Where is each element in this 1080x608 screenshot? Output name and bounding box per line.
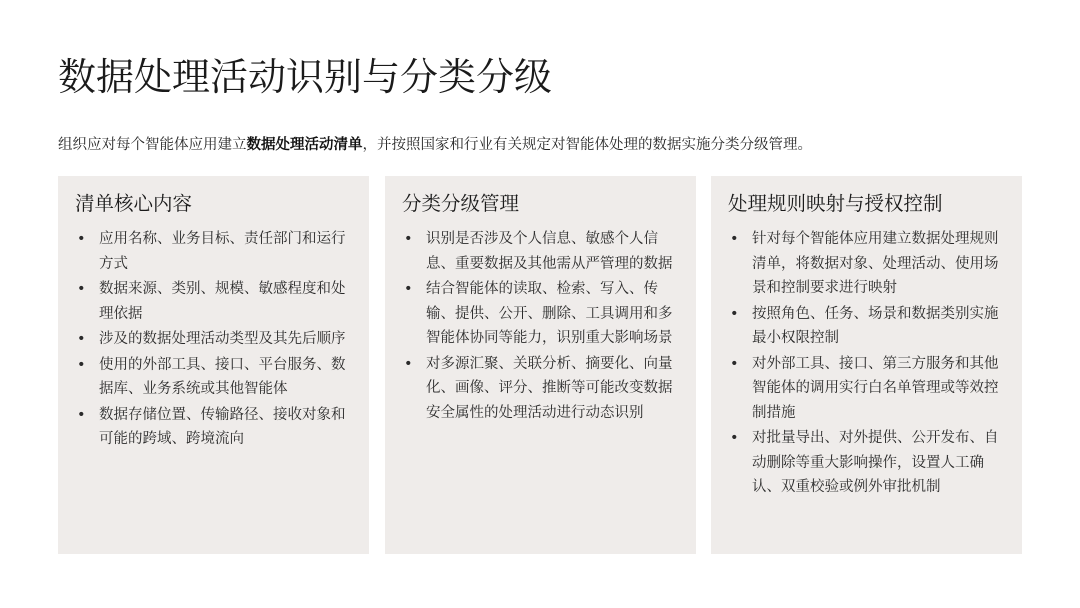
list-item <box>75 403 347 452</box>
list-item-text: 数据来源、类别、规模、敏感程度和处理依据 <box>99 281 346 322</box>
list-item <box>402 277 674 351</box>
list-item-text: 对多源汇聚、关联分析、摘要化、向量化、画像、评分、推断等可能改变数据安全属性的处理活动进行动态识别 <box>426 355 673 421</box>
bullet-icon: • <box>77 331 86 347</box>
intro-text-before: 组织应对每个智能体应用建立 <box>58 137 247 153</box>
list-item <box>728 302 1000 351</box>
card-bullet-list <box>402 227 674 425</box>
list-item <box>402 227 674 276</box>
list-item-text: 对外部工具、接口、第三方服务和其他智能体的调用实行白名单管理或等效控制措施 <box>752 355 999 421</box>
card-rule-mapping <box>711 176 1022 554</box>
card-bullet-list <box>728 227 1000 500</box>
card-bullet-list <box>75 227 347 452</box>
bullet-icon: • <box>730 231 739 247</box>
list-item <box>402 352 674 426</box>
bullet-icon: • <box>730 305 739 322</box>
list-item <box>75 353 347 402</box>
intro-text <box>58 134 812 156</box>
bullet-icon: • <box>730 430 739 446</box>
list-item-text: 应用名称、业务目标、责任部门和运行方式 <box>99 231 346 272</box>
card-classification <box>385 176 696 554</box>
list-item <box>75 227 347 276</box>
bullet-icon: • <box>404 281 413 297</box>
intro-text-bold: 数据处理活动清单 <box>246 137 363 153</box>
list-item-text: 使用的外部工具、接口、平台服务、数据库、业务系统或其他智能体 <box>99 356 346 397</box>
list-item-text: 按照角色、任务、场景和数据类别实施最小权限控制 <box>752 305 999 346</box>
list-item <box>75 277 347 326</box>
list-item-text: 对批量导出、对外提供、公开发布、自动删除等重大影响操作，设置人工确认、双重校验或例外审批机制 <box>752 430 999 495</box>
list-item-text: 针对每个智能体应用建立数据处理规则清单，将数据对象、处理活动、使用场景和控制要求进行映射 <box>752 231 999 296</box>
list-item-text: 涉及的数据处理活动类型及其先后顺序 <box>99 331 346 347</box>
bullet-icon: • <box>404 355 413 372</box>
list-item-text: 数据存储位置、传输路径、接收对象和可能的跨域、跨境流向 <box>99 406 346 447</box>
bullet-icon: • <box>404 231 413 247</box>
list-item <box>75 327 347 352</box>
card-title: 处理规则映射与授权控制 <box>728 192 943 215</box>
list-item-text: 识别是否涉及个人信息、敏感个人信息、重要数据及其他需从严管理的数据 <box>426 231 673 272</box>
card-title: 清单核心内容 <box>75 192 193 215</box>
card-list-content <box>58 176 369 554</box>
card-title: 分类分级管理 <box>402 192 520 215</box>
intro-text-after: ，并按照国家和行业有关规定对智能体处理的数据实施分类分级管理。 <box>362 137 812 153</box>
bullet-icon: • <box>77 231 86 247</box>
bullet-icon: • <box>77 281 86 297</box>
bullet-icon: • <box>77 406 86 423</box>
list-item <box>728 426 1000 500</box>
list-item <box>728 227 1000 301</box>
bullet-icon: • <box>730 355 739 372</box>
list-item <box>728 352 1000 426</box>
page-title: 数据处理活动识别与分类分级 <box>58 55 553 99</box>
bullet-icon: • <box>77 356 86 373</box>
list-item-text: 结合智能体的读取、检索、写入、传输、提供、公开、删除、工具调用和多智能体协同等能力，识别重大影响场景 <box>426 281 673 346</box>
